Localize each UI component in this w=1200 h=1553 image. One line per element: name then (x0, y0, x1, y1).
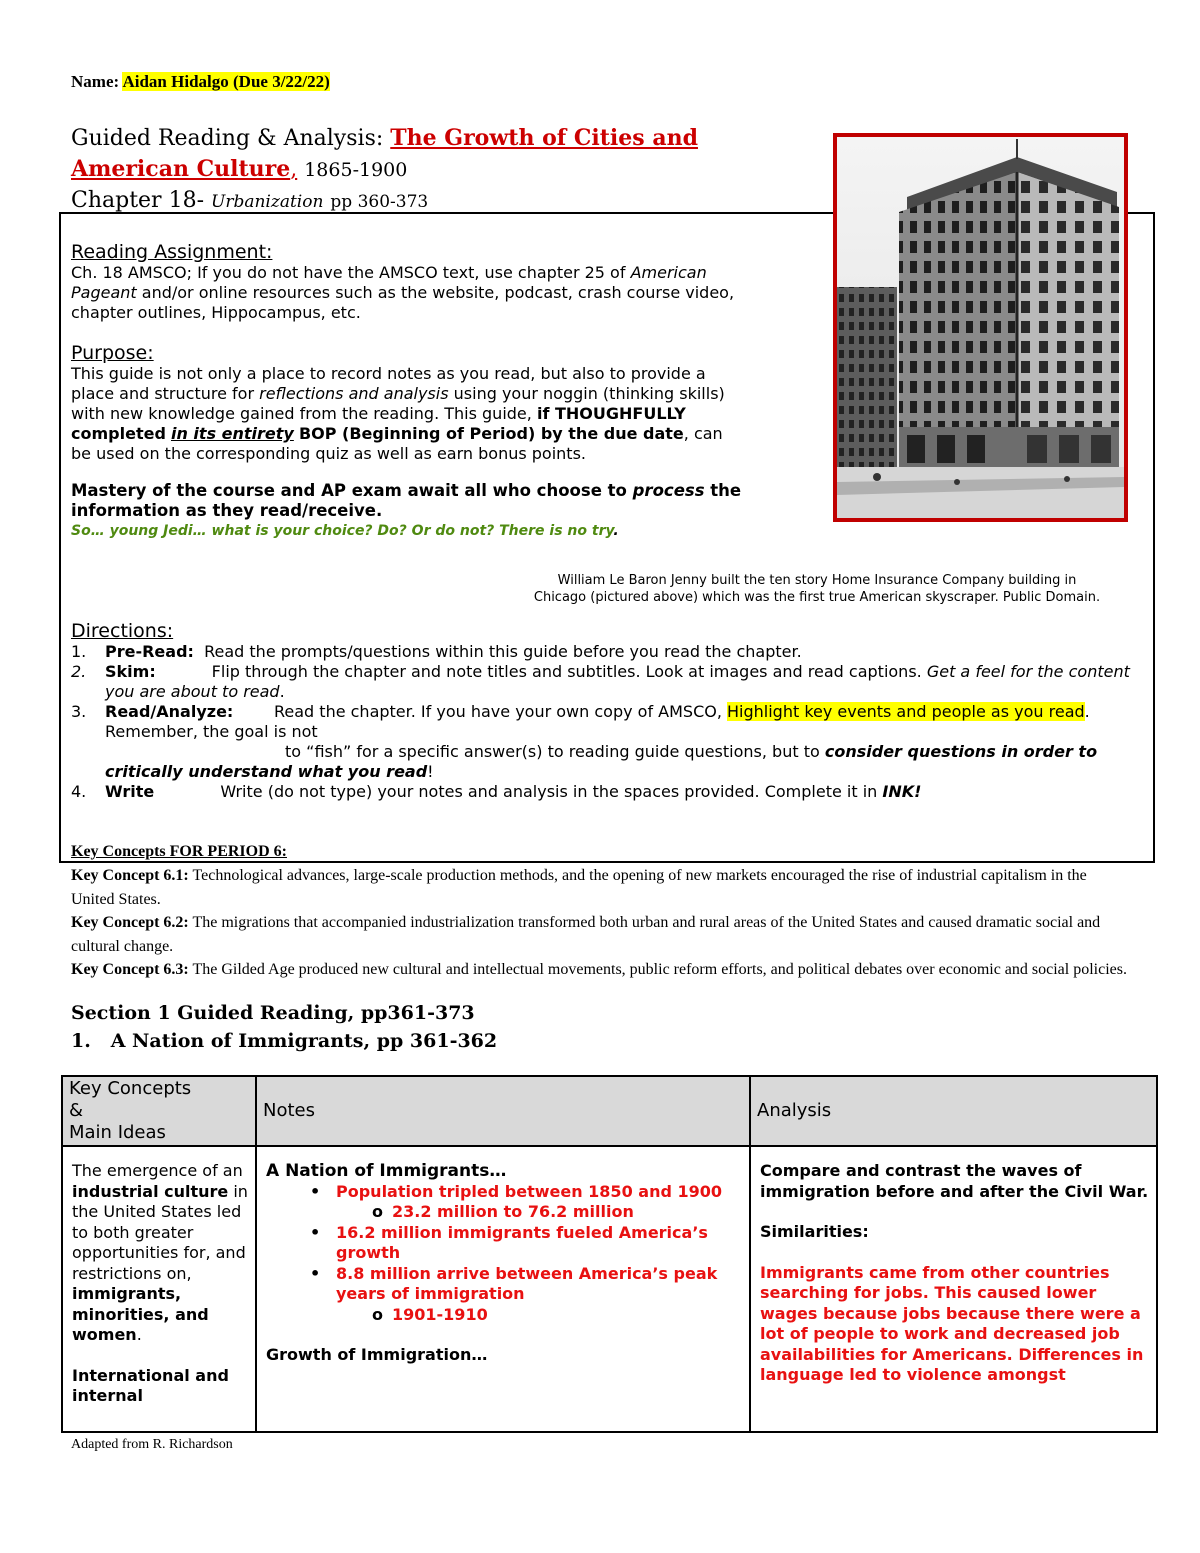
directions-heading: Directions: (71, 620, 174, 642)
directions-section (71, 620, 1146, 802)
student-name: Aidan Hidalgo (Due 3/22/22) (122, 72, 330, 91)
key-concept-item: Key Concept 6.2: The migrations that accompanied industrialization transformed both urban and rural areas of the United States and caused dramatic social and cultural change. (71, 914, 1101, 955)
name-line (71, 72, 330, 92)
table-row (62, 1146, 1157, 1432)
similarities-label: Similarities: (760, 1222, 869, 1241)
reading-assignment-text: Ch. 18 AMSCO; If you do not have the AMSCO text, use chapter 25 of American Pageant and/or online resources such as the website, podcast, crash course video, chapter outlines, Hippocampus, etc. (71, 263, 735, 322)
subsection-heading: 1. A Nation of Immigrants, pp 361-362 (71, 1030, 498, 1052)
header-analysis: Analysis (750, 1076, 1157, 1146)
reading-assignment-section (71, 241, 831, 323)
header-key-concepts: Key Concepts & Main Ideas (62, 1076, 256, 1146)
notes-heading: A Nation of Immigrants… (266, 1161, 507, 1181)
purpose-section (71, 342, 831, 464)
direction-item: 2. Skim: Flip through the chapter and note titles and subtitles. Look at images and read captions. Get a feel for the content you are about to read. (71, 662, 1130, 701)
chapter-line (71, 188, 428, 213)
chapter-pages: pp 360-373 (330, 192, 429, 212)
notes-cell[interactable] (256, 1146, 750, 1432)
direction-item: 1. Pre-Read: Read the prompts/questions within this guide before you read the chapter. (71, 642, 802, 661)
guide-title-part-2: American Culture (71, 156, 291, 182)
guide-title-comma: , (290, 157, 298, 182)
note-bullet: • 16.2 million immigrants fueled America’s growth (266, 1223, 743, 1264)
footer-note: Adapted from R. Richardson (71, 1437, 233, 1452)
skyscraper-photo (833, 133, 1128, 522)
direction-item: 4. Write Write (do not type) your notes and analysis in the spaces provided. Complete it in INK! (71, 782, 922, 801)
note-sub-bullet: o 23.2 million to 76.2 million (266, 1202, 743, 1223)
mastery-section (71, 481, 831, 541)
note-sub-bullet: o 1901-1910 (266, 1305, 743, 1326)
key-concepts-heading: Key Concepts FOR PERIOD 6: (71, 843, 287, 860)
analysis-cell[interactable] (750, 1146, 1157, 1432)
guide-title-line-2 (71, 156, 407, 182)
header-notes: Notes (256, 1076, 750, 1146)
name-label: Name: (71, 72, 120, 91)
reading-assignment-heading: Reading Assignment: (71, 241, 273, 263)
purpose-text: This guide is not only a place to record notes as you read, but also to provide a place and structure for reflections and analysis using your noggin (thinking skills) with new knowledge gained from the reading. This guide, if THOUGHFULLY completed in its entirety BOP (Beginning of Period) by the due date, can be used on the corresponding quiz as well as earn bonus points. (71, 364, 725, 463)
guide-prefix: Guided Reading & Analysis: (71, 126, 384, 151)
notes-heading-2: Growth of Immigration… (266, 1345, 488, 1364)
jedi-quote: So… young Jedi… what is your choice? Do? Or do not? There is no try. (71, 523, 619, 539)
chapter-topic: Urbanization (211, 192, 324, 212)
analysis-prompt: Compare and contrast the waves of immigration before and after the Civil War. (760, 1161, 1149, 1201)
home-insurance-building-image (837, 137, 1124, 518)
note-bullet: • 8.8 million arrive between America’s peak years of immigration (266, 1264, 743, 1305)
guide-title-line-1 (71, 122, 698, 155)
key-concept-item: Key Concept 6.3: The Gilded Age produced new cultural and intellectual movements, public reform efforts, and political debates over economic and social policies. (71, 961, 1127, 978)
chapter-label: Chapter 18- (71, 188, 204, 213)
section-heading: Section 1 Guided Reading, pp361-373 (71, 1002, 475, 1024)
photo-caption: William Le Baron Jenny built the ten story Home Insurance Company building in Chicago (pictured above) which was the first true American skyscraper. Public Domain. (533, 573, 1101, 605)
note-bullet: • Population tripled between 1850 and 1900 (266, 1182, 743, 1203)
guide-title-part-1: The Growth of Cities and (390, 125, 698, 151)
table-header-row (62, 1076, 1157, 1146)
mastery-text: Mastery of the course and AP exam await all who choose to process the information as they read/receive. (71, 481, 742, 520)
notes-table (61, 1075, 1158, 1433)
direction-item: 3. Read/Analyze: Read the chapter. If you have your own copy of AMSCO, Highlight key events and people as you read. Remember, the goal is not to “fish” for a specific answer(s) to reading guide questions, but to consider questions in order to critically understand what you read! (71, 702, 1098, 781)
guide-years: 1865-1900 (304, 159, 408, 181)
purpose-heading: Purpose: (71, 342, 154, 364)
key-concepts-section (71, 840, 1131, 982)
key-concept-item: Key Concept 6.1: Technological advances, large-scale production methods, and the opening of new markets encouraged the rise of industrial capitalism in the United States. (71, 867, 1087, 908)
analysis-answer: Immigrants came from other countries searching for jobs. This caused lower wages because jobs because there were a lot of people to work and decreased job availabilities for Americans. Differences in language led to violence amongst (760, 1262, 1144, 1384)
key-concepts-cell: The emergence of an industrial culture in the United States led to both greater opportunities for, and restrictions on, immigrants, minorities, and women. International and internal (62, 1146, 256, 1432)
